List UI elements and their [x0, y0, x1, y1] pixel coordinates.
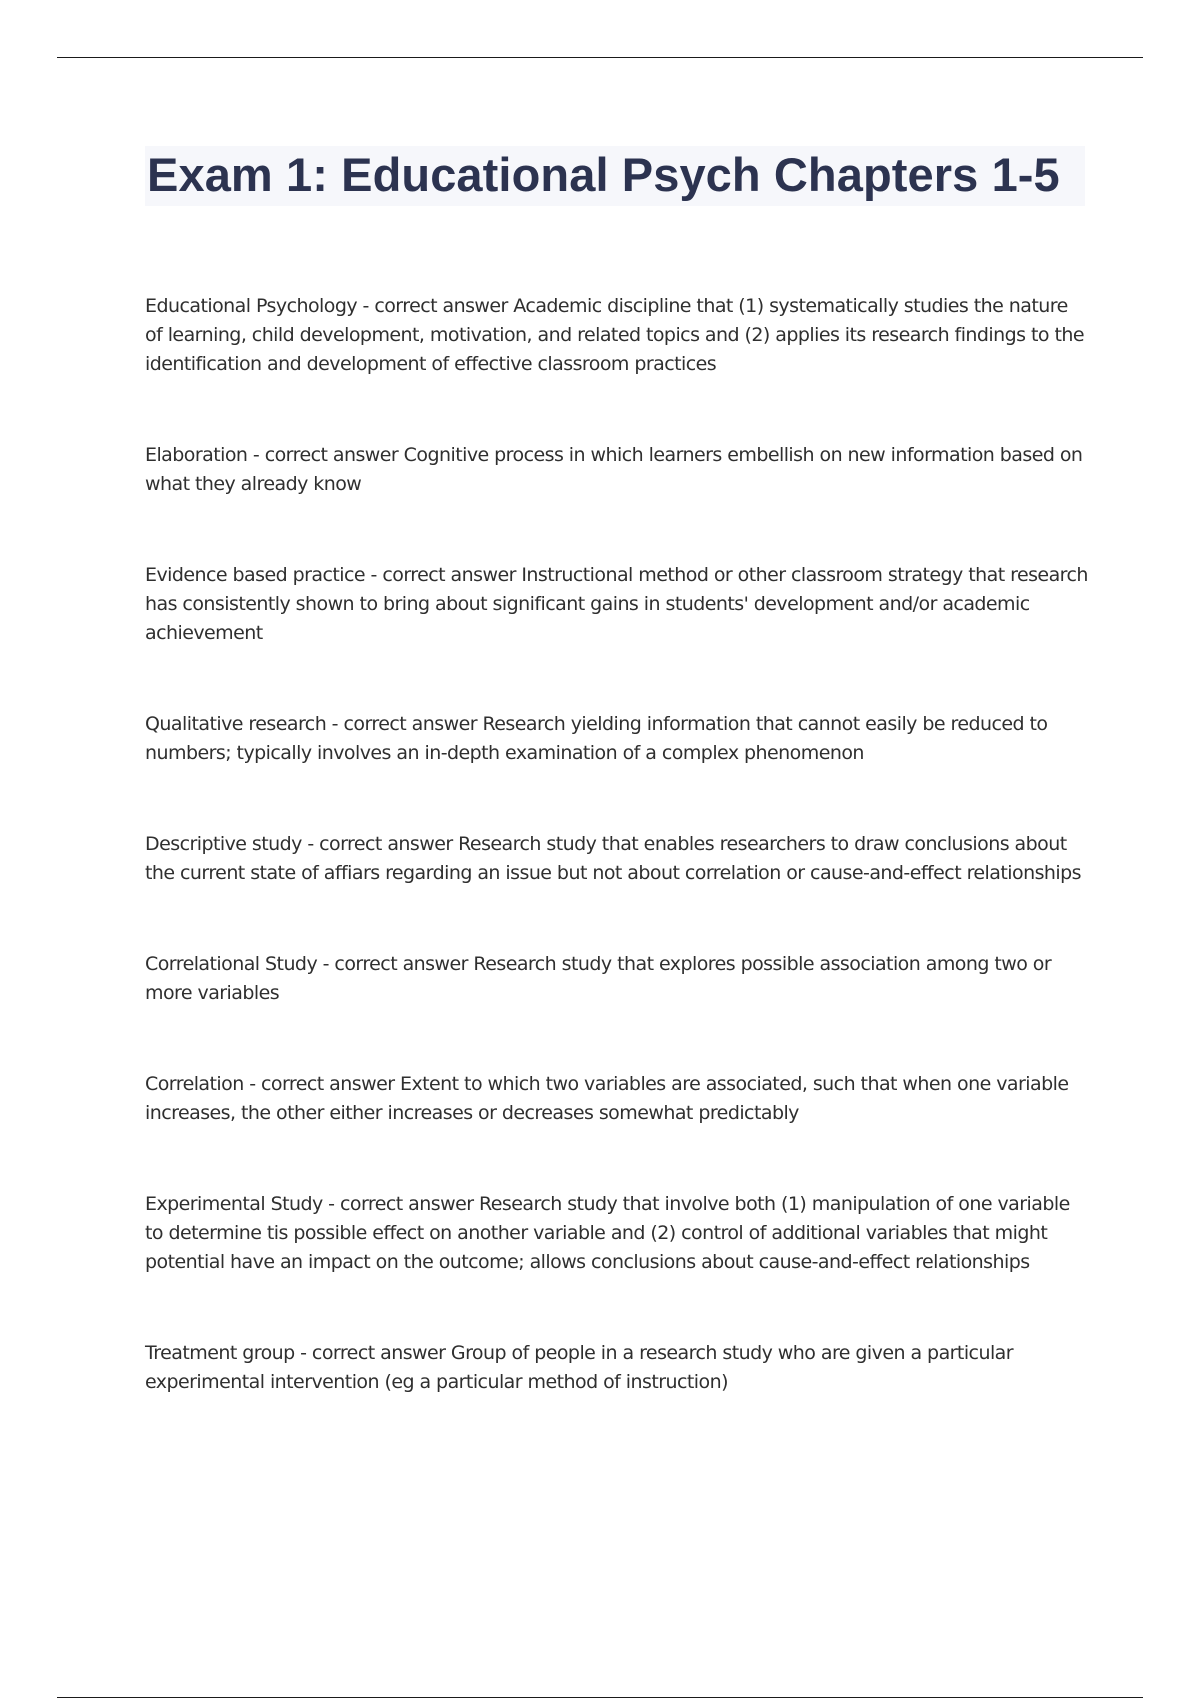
flashcard-entry-evidence-based-practice: Evidence based practice - correct answer Instructional method or other classroom strategy that research has consistently shown to bring about significant gains in students' development and/or academic achievement	[145, 564, 1088, 644]
document-title: Exam 1: Educational Psych Chapters 1-5	[147, 148, 1060, 201]
flashcard-entry-educational-psychology: Educational Psychology - correct answer Academic discipline that (1) systematically studies the nature of learning, child development, motivation, and related topics and (2) applies its research findings to the identification and development of effective classroom practices	[145, 295, 1084, 375]
title-highlight	[145, 146, 1085, 206]
flashcard-entry-qualitative-research: Qualitative research - correct answer Research yielding information that cannot easily be reduced to numbers; typically involves an in-depth examination of a complex phenomenon	[145, 713, 1048, 764]
flashcard-list	[145, 292, 1090, 1397]
flashcard-entry-descriptive-study: Descriptive study - correct answer Research study that enables researchers to draw conclusions about the current state of affiars regarding an issue but not about correlation or cause-and-effect relationships	[145, 833, 1082, 884]
top-rule	[57, 57, 1143, 58]
bottom-rule	[57, 1697, 1143, 1698]
flashcard-entry-treatment-group: Treatment group - correct answer Group of people in a research study who are given a particular experimental intervention (eg a particular method of instruction)	[145, 1342, 1014, 1393]
flashcard-entry-elaboration: Elaboration - correct answer Cognitive process in which learners embellish on new information based on what they already know	[145, 444, 1083, 495]
flashcard-entry-correlation: Correlation - correct answer Extent to which two variables are associated, such that when one variable increases, the other either increases or decreases somewhat predictably	[145, 1073, 1069, 1124]
flashcard-entry-correlational-study: Correlational Study - correct answer Research study that explores possible association among two or more variables	[145, 953, 1052, 1004]
flashcard-entry-experimental-study: Experimental Study - correct answer Research study that involve both (1) manipulation of one variable to determine tis possible effect on another variable and (2) control of additional variables that might potential have an impact on the outcome; allows conclusions about cause-and-effect relationships	[145, 1193, 1070, 1273]
